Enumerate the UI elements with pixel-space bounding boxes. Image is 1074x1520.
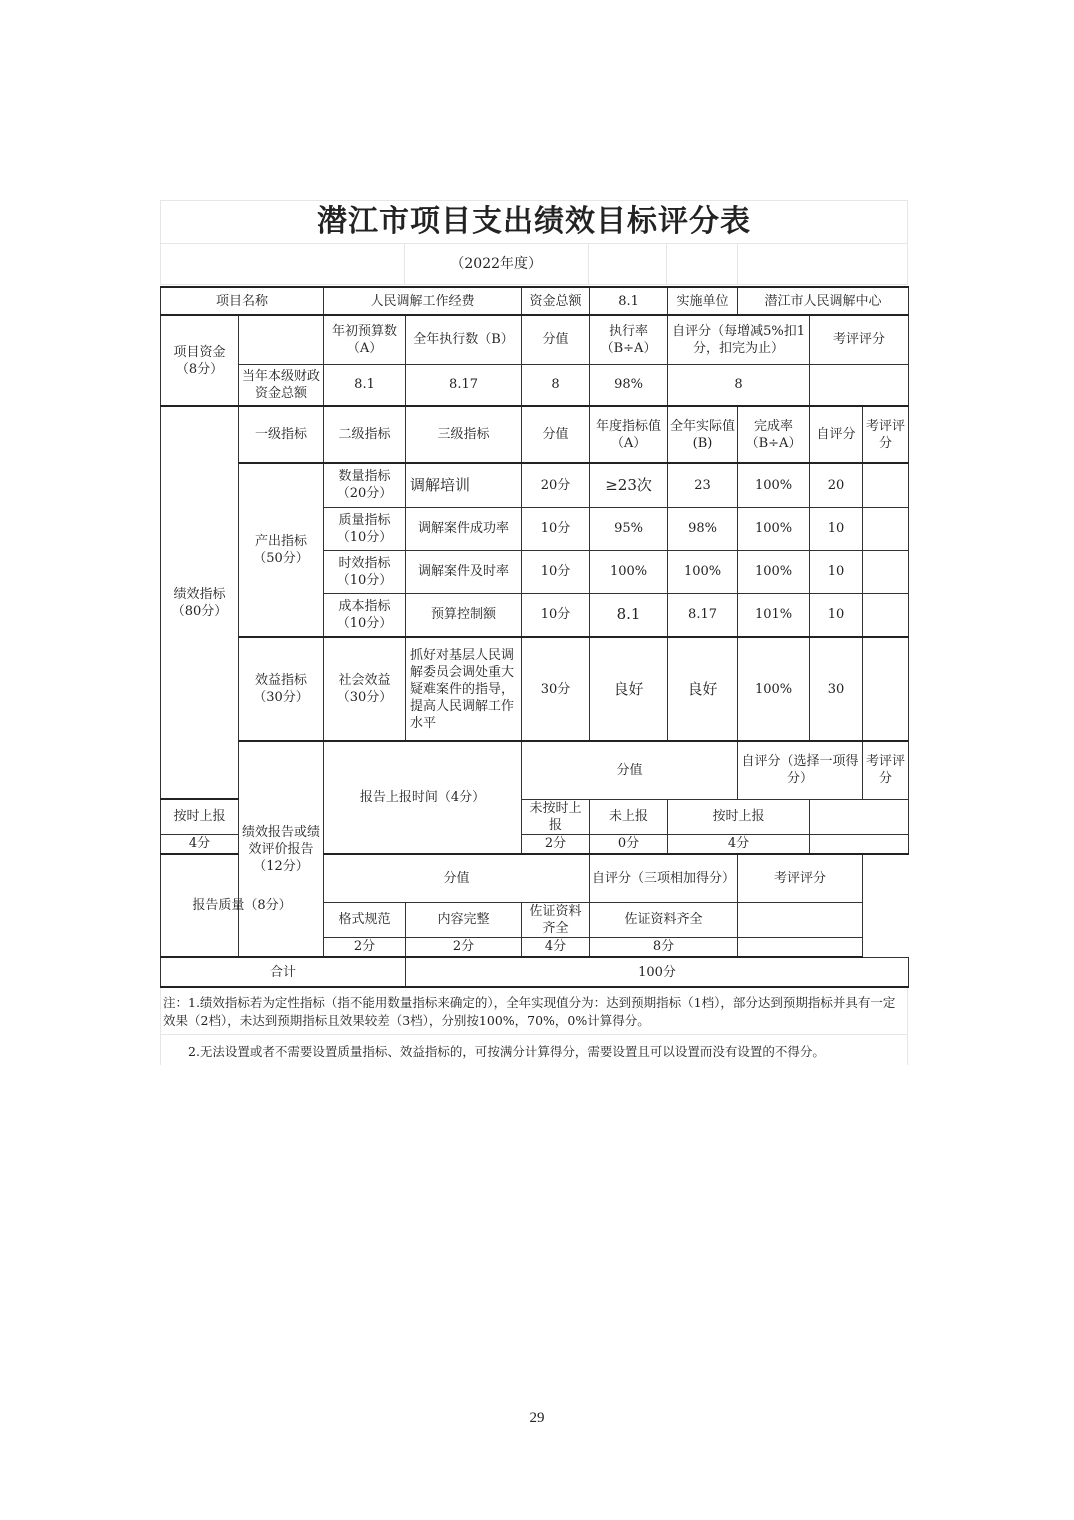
report-time-pts: 0分: [590, 834, 668, 854]
funds-exec: 8.17: [406, 364, 522, 406]
perf-row-lvl2: 质量指标（10分）: [324, 507, 406, 550]
perf-row-lvl3: 预算控制额: [406, 593, 522, 637]
unit-name: 潜江市人民调解中心: [738, 287, 909, 315]
total-value: 100分: [406, 957, 909, 987]
perf-h-target: 年度指标值（A）: [590, 406, 668, 463]
perf-row-lvl3: 调解案件及时率: [406, 550, 522, 593]
report-time-pts: 4分: [161, 834, 239, 854]
perf-row-lvl2: 时效指标（10分）: [324, 550, 406, 593]
funds-rate: 98%: [590, 364, 668, 406]
perf-h-lvl1: 一级指标: [239, 406, 324, 463]
perf-section-label: 绩效指标（80分）: [161, 406, 239, 799]
report-quality-pts: 2分: [324, 937, 406, 957]
perf-row-review: [863, 550, 909, 593]
report-time-opt: 按时上报: [161, 799, 239, 834]
perf-row-score: 30分: [522, 637, 590, 741]
funds-col-rate: 执行率（B÷A）: [590, 315, 668, 364]
funds-section-label: 项目资金（8分）: [161, 315, 239, 406]
perf-h-lvl2: 二级指标: [324, 406, 406, 463]
perf-row-score: 10分: [522, 550, 590, 593]
report-quality-review-pts: [738, 937, 863, 957]
perf-row-target: 95%: [590, 507, 668, 550]
perf-row-review: [863, 593, 909, 637]
report-quality-label: 报告质量（8分）: [161, 854, 324, 957]
perf-row-review: [863, 637, 909, 741]
report-quality-self-choice: 佐证资料齐全: [590, 902, 738, 937]
funds-col-self: 自评分（每增减5%扣1分，扣完为止）: [668, 315, 810, 364]
year-row: [160, 243, 908, 285]
funds-col-review: 考评评分: [810, 315, 909, 364]
perf-row-actual: 100%: [668, 550, 738, 593]
funds-row-label: 当年本级财政资金总额: [239, 364, 324, 406]
report-quality-score-label: 分值: [324, 854, 590, 902]
perf-row-rate: 100%: [738, 637, 810, 741]
perf-h-lvl3: 三级指标: [406, 406, 522, 463]
report-quality-review-value: [738, 902, 863, 937]
perf-row-lvl2: 数量指标（20分）: [324, 463, 406, 507]
report-quality-pts: 4分: [522, 937, 590, 957]
perf-h-score: 分值: [522, 406, 590, 463]
report-quality-self-label: 自评分（三项相加得分）: [590, 854, 738, 902]
funds-col-score: 分值: [522, 315, 590, 364]
report-time-opt: 未上报: [590, 799, 668, 834]
year-row-blank: [738, 244, 907, 284]
year-row-blank: [667, 244, 738, 284]
perf-row-target: 100%: [590, 550, 668, 593]
fund-total-label: 资金总额: [522, 287, 590, 315]
perf-h-actual: 全年实际值(B): [668, 406, 738, 463]
year-label: （2022年度）: [405, 244, 589, 284]
project-name-label: 项目名称: [161, 287, 324, 315]
perf-row-actual: 23: [668, 463, 738, 507]
score-table: [160, 286, 909, 988]
perf-row-rate: 100%: [738, 507, 810, 550]
perf-row-lvl3: 调解案件成功率: [406, 507, 522, 550]
total-label: 合计: [161, 957, 406, 987]
report-quality-opt: 佐证资料齐全: [522, 902, 590, 937]
report-time-self-label: 自评分（选择一项得分）: [738, 741, 863, 799]
year-row-blank: [161, 244, 405, 284]
report-section-label: 绩效报告或绩效评价报告（12分）: [239, 741, 324, 957]
perf-row-actual: 98%: [668, 507, 738, 550]
note-1: 注：1.绩效指标若为定性指标（指不能用数量指标来确定的），全年实现值分为：达到预期指标（1档），部分达到预期指标并具有一定效果（2档），未达到预期指标且效果较差（3档），分别按100%，70%，0%计算得分。: [160, 988, 908, 1034]
report-time-review-pts: [810, 834, 909, 854]
report-quality-pts: 2分: [406, 937, 522, 957]
report-quality-self-pts: 8分: [590, 937, 738, 957]
perf-row-review: [863, 507, 909, 550]
fund-total: 8.1: [590, 287, 668, 315]
page-title: 潜江市项目支出绩效目标评分表: [160, 200, 908, 243]
perf-h-review: 考评评分: [863, 406, 909, 463]
perf-row-self: 10: [810, 507, 863, 550]
note-2: 2.无法设置或者不需要设置质量指标、效益指标的，可按满分计算得分，需要设置且可以设置而没有设置的不得分。: [160, 1034, 908, 1065]
perf-row-self: 20: [810, 463, 863, 507]
report-time-pts: 2分: [522, 834, 590, 854]
perf-row-target: 8.1: [590, 593, 668, 637]
funds-self: 8: [668, 364, 810, 406]
perf-row-rate: 100%: [738, 550, 810, 593]
report-time-review-value: [810, 799, 909, 834]
project-name: 人民调解工作经费: [324, 287, 522, 315]
perf-row-review: [863, 463, 909, 507]
funds-budget: 8.1: [324, 364, 406, 406]
report-quality-opt: 内容完整: [406, 902, 522, 937]
report-time-opt: 未按时上报: [522, 799, 590, 834]
perf-row-score: 20分: [522, 463, 590, 507]
page-number: 29: [529, 1410, 545, 1426]
report-time-self-choice: 按时上报: [668, 799, 810, 834]
report-time-score-label: 分值: [522, 741, 738, 799]
score-sheet: [160, 200, 908, 1065]
perf-row-self: 10: [810, 593, 863, 637]
perf-h-self: 自评分: [810, 406, 863, 463]
perf-row-actual: 8.17: [668, 593, 738, 637]
perf-row-self: 30: [810, 637, 863, 741]
perf-row-score: 10分: [522, 593, 590, 637]
report-time-label: 报告上报时间（4分）: [324, 741, 522, 854]
funds-blank-cell: [239, 315, 324, 364]
perf-h-rate: 完成率（B÷A）: [738, 406, 810, 463]
report-quality-opt: 格式规范: [324, 902, 406, 937]
perf-row-rate: 100%: [738, 463, 810, 507]
perf-row-score: 10分: [522, 507, 590, 550]
year-row-blank: [589, 244, 668, 284]
perf-row-target: 良好: [590, 637, 668, 741]
report-quality-review-label: 考评评分: [738, 854, 863, 902]
perf-benefit-label: 效益指标（30分）: [239, 637, 324, 741]
funds-review: [810, 364, 909, 406]
perf-row-self: 10: [810, 550, 863, 593]
funds-score: 8: [522, 364, 590, 406]
perf-row-target: ≥23次: [590, 463, 668, 507]
perf-output-label: 产出指标（50分）: [239, 463, 324, 637]
perf-row-lvl3: 抓好对基层人民调解委员会调处重大疑难案件的指导，提高人民调解工作水平: [406, 637, 522, 741]
unit-label: 实施单位: [668, 287, 738, 315]
report-time-self-pts: 4分: [668, 834, 810, 854]
perf-row-rate: 101%: [738, 593, 810, 637]
perf-row-lvl3: 调解培训: [406, 463, 522, 507]
perf-row-lvl2: 成本指标（10分）: [324, 593, 406, 637]
funds-col-exec: 全年执行数（B）: [406, 315, 522, 364]
perf-row-actual: 良好: [668, 637, 738, 741]
report-time-review-label: 考评评分: [863, 741, 909, 799]
funds-col-budget: 年初预算数（A）: [324, 315, 406, 364]
perf-row-lvl2: 社会效益（30分）: [324, 637, 406, 741]
